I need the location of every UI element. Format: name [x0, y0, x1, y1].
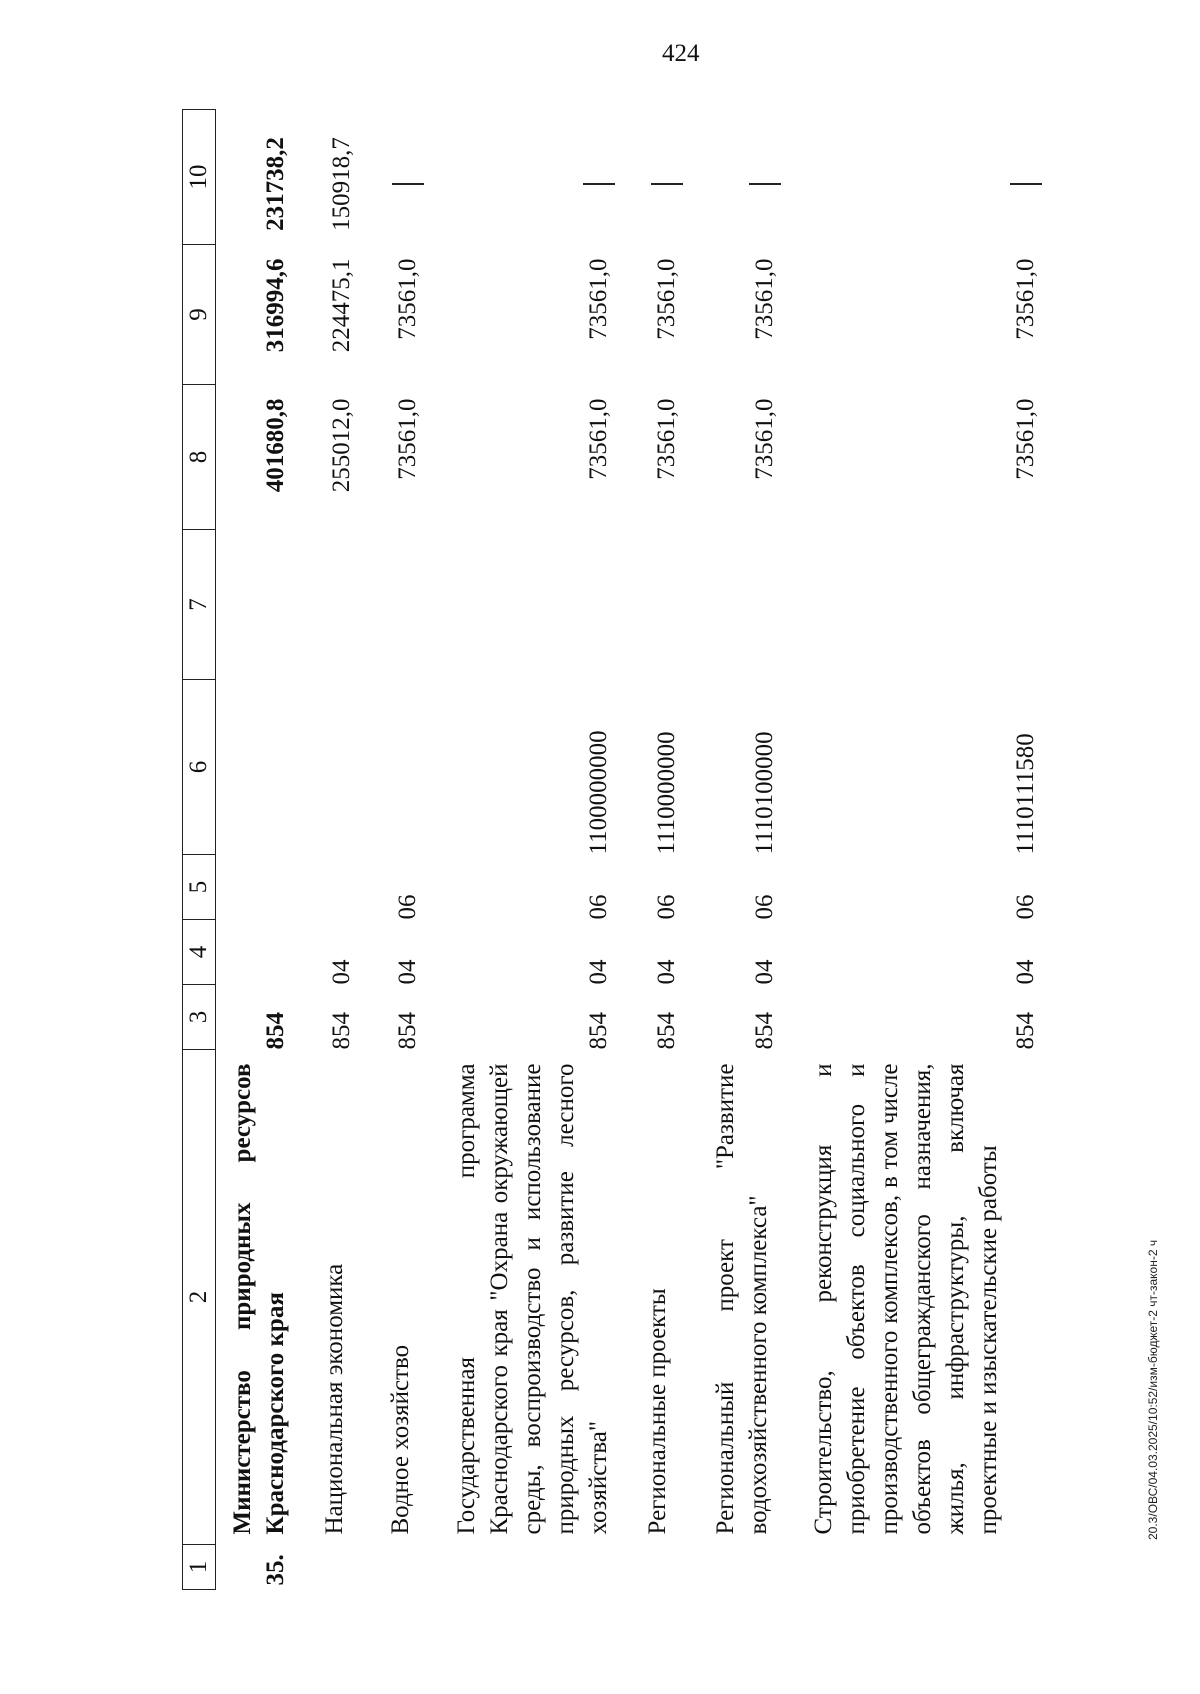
header-cell: 10: [183, 110, 216, 245]
code-subsection: 06: [751, 894, 778, 920]
code-target-article: 1100000000: [585, 730, 612, 855]
code-ministry: 854: [585, 1012, 612, 1050]
header-cell: 7: [183, 530, 216, 680]
amount-col-8: 401680,8: [262, 398, 289, 493]
code-subsection: [308, 855, 374, 920]
row-number: 35.: [262, 1554, 289, 1586]
code-expense-type: [631, 530, 699, 680]
empty-value-dash: [583, 183, 615, 185]
table-row: [308, 110, 374, 1590]
header-cell: 6: [183, 680, 216, 855]
table-row: [374, 110, 440, 1590]
table-body: [216, 110, 1059, 1590]
amount-col-10: 150918,7: [328, 137, 355, 231]
amount-col-10: [797, 110, 1058, 245]
code-ministry: 854: [1012, 1012, 1039, 1050]
code-subsection: 06: [653, 894, 680, 920]
budget-table: [182, 109, 1058, 1590]
empty-value-dash: [749, 183, 781, 185]
amount-col-8: 255012,0: [328, 398, 355, 493]
code-target-article: 1110000000: [653, 731, 680, 855]
row-description: Региональные проекты: [644, 1288, 671, 1535]
table-row: [699, 110, 797, 1590]
header-cell: 5: [183, 855, 216, 920]
code-ministry: 854: [262, 1012, 289, 1050]
amount-col-8: 73561,0: [394, 398, 421, 480]
code-subsection: 06: [394, 894, 421, 920]
empty-value-dash: [392, 183, 424, 185]
amount-col-9: 73561,0: [1012, 258, 1039, 340]
table-row: [631, 110, 699, 1590]
header-cell: 2: [183, 1050, 216, 1545]
amount-col-9: 73561,0: [585, 258, 612, 340]
code-section: 04: [751, 959, 778, 985]
code-target-article: [308, 680, 374, 855]
code-subsection: [216, 855, 309, 920]
amount-col-9: 73561,0: [653, 258, 680, 340]
header-cell: 4: [183, 920, 216, 985]
header-cell: 8: [183, 385, 216, 530]
code-section: 04: [653, 959, 680, 985]
row-number: [440, 1545, 631, 1590]
code-section: [216, 920, 309, 985]
table-row: [440, 110, 631, 1590]
code-expense-type: [699, 530, 797, 680]
code-section: 04: [1012, 959, 1039, 985]
amount-col-8: 73561,0: [585, 398, 612, 480]
row-number: [374, 1545, 440, 1590]
amount-col-10: [440, 110, 631, 245]
row-description: Национальная экономика: [321, 1263, 348, 1535]
row-number: [308, 1545, 374, 1590]
code-section: 04: [328, 959, 355, 985]
amount-col-8: 73561,0: [653, 398, 680, 480]
code-target-article: 1110100000: [751, 731, 778, 855]
amount-col-9: 316994,6: [262, 258, 289, 353]
code-target-article: [374, 680, 440, 855]
page-number: 424: [662, 40, 700, 67]
header-cell: 9: [183, 245, 216, 385]
code-ministry: 854: [653, 1012, 680, 1050]
row-number: [699, 1545, 797, 1590]
document-stamp: 20.3/ОВС/04.03.2025/10:52/изм-бюджет-2 чт-закон-2 ч: [1146, 1239, 1160, 1540]
header-cell: 3: [183, 985, 216, 1050]
code-section: 04: [394, 959, 421, 985]
code-expense-type: [216, 530, 309, 680]
code-ministry: 854: [751, 1012, 778, 1050]
amount-col-8: 73561,0: [1012, 398, 1039, 480]
code-ministry: 854: [394, 1012, 421, 1050]
code-expense-type: [440, 530, 631, 680]
code-target-article: 1110111580: [1012, 733, 1039, 855]
code-expense-type: [797, 530, 1058, 680]
code-target-article: [216, 680, 309, 855]
row-description: Строительство, реконструкция и приобретение объектов социального и производственного комплексов, в том числе объектов общегражданского назначения, жилья, инфраструктуры, включая проектные и изыскательские работы: [810, 1063, 1002, 1535]
amount-col-10: [374, 110, 440, 245]
row-description: Региональный проект "Развитие водохозяйственного комплекса": [712, 1063, 772, 1535]
code-subsection: 06: [1012, 894, 1039, 920]
row-description: Министерство природных ресурсов Краснодарского края: [229, 1063, 289, 1535]
amount-col-10: [631, 110, 699, 245]
empty-value-dash: [1010, 183, 1042, 185]
code-ministry: 854: [328, 1012, 355, 1050]
row-number: [631, 1545, 699, 1590]
empty-value-dash: [651, 183, 683, 185]
row-description: Водное хозяйство: [387, 1344, 414, 1535]
code-expense-type: [374, 530, 440, 680]
table-row: [797, 110, 1058, 1590]
table-row: [216, 110, 309, 1590]
amount-col-9: 73561,0: [751, 258, 778, 340]
table-header-row: [183, 110, 216, 1590]
row-description: Государственная программа Краснодарского края "Охрана окружающей среды, воспроизводство и использование природных ресурсов, развитие лесного хозяйства": [453, 1063, 612, 1535]
row-number: [797, 1545, 1058, 1590]
amount-col-9: 224475,1: [328, 258, 355, 353]
rotated-table-container: [182, 110, 1039, 1590]
amount-col-10: 231738,2: [262, 137, 289, 231]
amount-col-10: [699, 110, 797, 245]
amount-col-8: 73561,0: [751, 398, 778, 480]
header-cell: 1: [183, 1545, 216, 1590]
code-expense-type: [308, 530, 374, 680]
code-subsection: 06: [585, 894, 612, 920]
amount-col-9: 73561,0: [394, 258, 421, 340]
code-section: 04: [585, 959, 612, 985]
